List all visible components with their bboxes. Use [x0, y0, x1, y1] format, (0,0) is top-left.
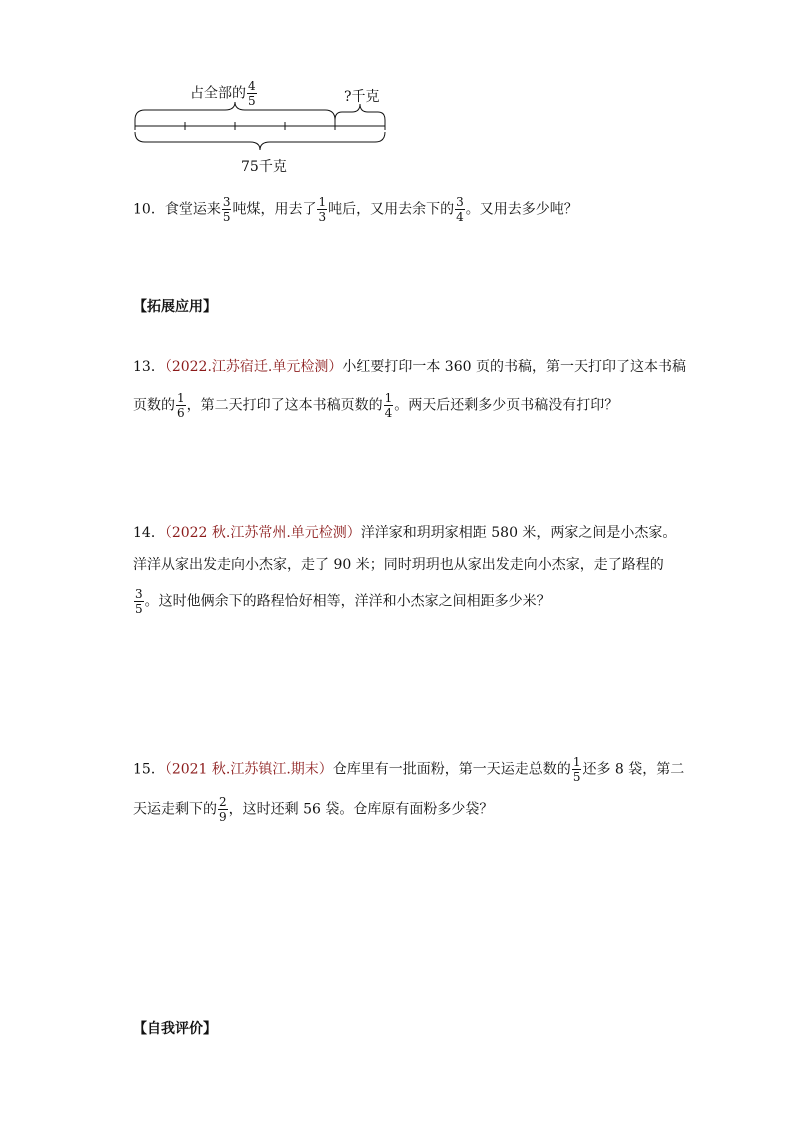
diagram-right-label: ?千克 — [344, 89, 380, 105]
question-source: （2022 秋.江苏常州.单元检测） — [164, 525, 361, 541]
fraction: $\frac{1}{5}$ — [572, 755, 581, 784]
fraction: $\frac{3}{4}$ — [456, 195, 464, 224]
fraction: $\frac{4}{5}$ — [248, 79, 256, 108]
fraction: $\frac{1}{6}$ — [177, 391, 185, 420]
fraction: $\frac{3}{5}$ — [222, 195, 231, 224]
segment-braces — [130, 100, 392, 152]
question-source: （2022.江苏宿迁.单元检测） — [164, 359, 343, 375]
question-10: 10．食堂运来 $\frac{3}{5}$ 吨煤，用去了 $\frac{1}{3}$ 吨后，又用去余下的 $\frac{3}{4}$ 。又用去多少吨？ — [133, 195, 578, 224]
question-15-line-2: 天运走剩下的 $\frac{2}{9}$ ，这时还剩 56 袋。仓库原有面粉多少袋？ — [133, 795, 494, 824]
fraction: $\frac{1}{4}$ — [384, 391, 393, 420]
fraction: $\frac{2}{9}$ — [219, 795, 227, 824]
question-source: （2021 秋.江苏镇江.期末） — [164, 761, 333, 778]
fraction: $\frac{1}{3}$ — [318, 195, 327, 224]
question-14-line-2: 洋洋从家出发走向小杰家，走了 90 米；同时玥玥也从家出发走向小杰家，走了路程的 — [133, 557, 664, 573]
section-heading-extend: 【拓展应用】 — [133, 299, 217, 315]
fraction: $\frac{3}{5}$ — [135, 587, 143, 616]
diagram-bottom-label: 75千克 — [241, 159, 287, 175]
question-13-line-2: 页数的 $\frac{1}{6}$ ，第二天打印了这本书稿页数的 $\frac{1}{4}$ 。两天后还剩多少页书稿没有打印？ — [133, 391, 619, 420]
question-14-line-1: 14．（2022 秋.江苏常州.单元检测）洋洋家和玥玥家相距 580 米，两家之间是小杰家。 — [133, 525, 677, 541]
question-15-line-1: 15．（2021 秋.江苏镇江.期末）仓库里有一批面粉，第一天运走总数的 $\frac{1}{5}$ 还多 8 袋，第二 — [133, 755, 685, 784]
question-13-line-1: 13．（2022.江苏宿迁.单元检测）小红要打印一本 360 页的书稿，第一天打印了这本书稿 — [133, 359, 686, 375]
diagram-top-label: 占全部的 $\frac{4}{5}$ — [190, 79, 256, 108]
section-heading-self-evaluation: 【自我评价】 — [133, 1021, 217, 1037]
question-14-line-3: $\frac{3}{5}$ 。这时他俩余下的路程恰好相等，洋洋和小杰家之间相距多少米？ — [135, 587, 551, 616]
